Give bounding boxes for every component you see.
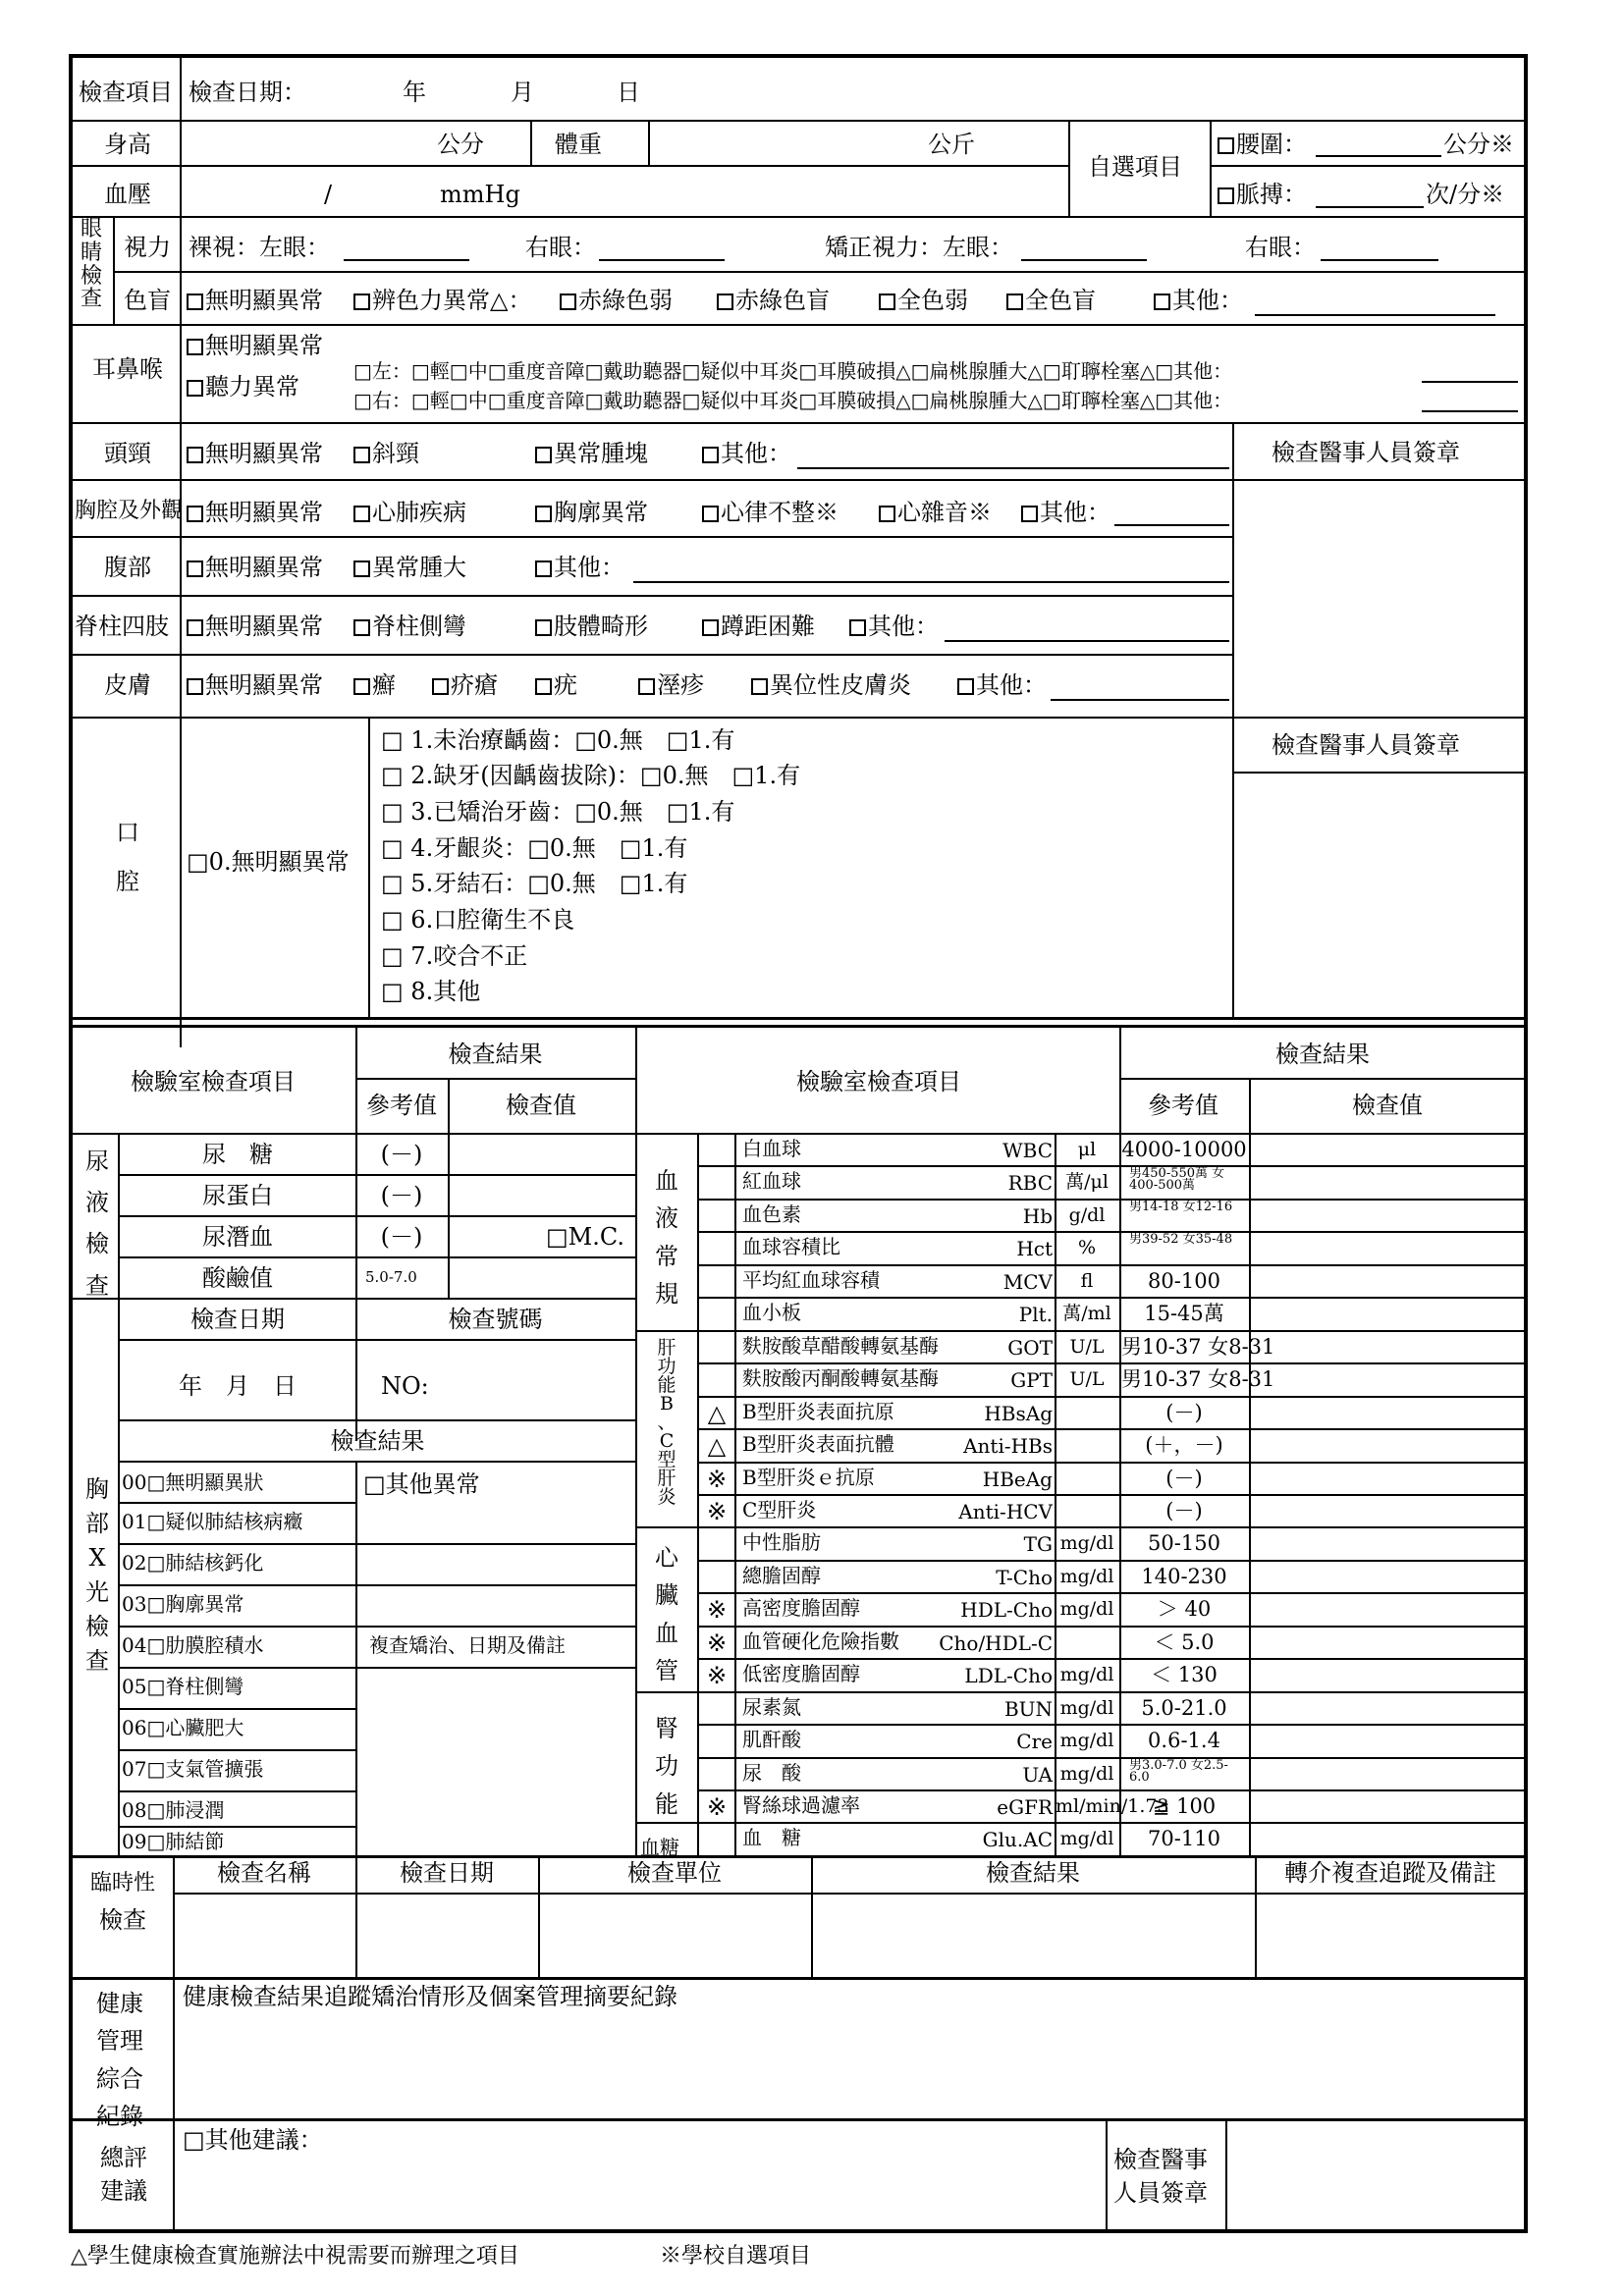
lab-code: Hb [1022,1204,1053,1228]
lab-ref: ＜ 5.0 [1154,1630,1215,1654]
xray-item[interactable]: 02□肺結核鈣化 [122,1551,264,1575]
lab-name: 平均紅血球容積 [742,1268,880,1292]
lab-ref: 80-100 [1148,1269,1220,1293]
urine-ref: (－) [380,1182,423,1209]
body-row-label: 脊柱四肢 [75,613,169,640]
color-opt-4[interactable]: 赤綠色盲 [717,289,830,312]
ent-right-row[interactable]: □右：□輕□中□重度音障□戴助聽器□疑似中耳炎□耳膜破損△□扁桃腺腫大△□耵聹栓塞△□其他： [353,389,1233,412]
lab-code: Hct [1016,1237,1053,1260]
lab-ref: ＜ 130 [1151,1663,1218,1686]
body-row-label: 皮膚 [104,671,151,699]
row-divider [697,1592,1526,1594]
lab-unit: mg/dl [1059,1566,1114,1587]
summary-sign-2: 人員簽章 [1113,2179,1208,2207]
summary-other[interactable]: □其他建議： [183,2126,323,2154]
body-opt[interactable]: 蹲距困難 [702,614,815,638]
lab-unit: g/dl [1068,1204,1106,1226]
lab-name: C型肝炎 [742,1498,817,1522]
lab-mark: △ [707,1400,727,1427]
lab-ref: 男3.0-7.0 女2.5-6.0 [1129,1758,1228,1786]
body-opt[interactable]: 異常腫大 [353,556,466,579]
row-divider [635,1526,1526,1528]
xray-item[interactable]: 06□心臟肥大 [122,1716,244,1739]
xray-date-value[interactable]: 年 月 日 [179,1372,297,1400]
row-divider [697,1428,1526,1430]
body-opt[interactable]: 無明顯異常 [187,556,323,579]
height-label: 身高 [104,131,151,158]
row-divider [697,1462,1526,1464]
lab-unit: μl [1077,1139,1097,1160]
weight-label: 體重 [555,131,602,158]
urine-mc[interactable]: □M.C. [546,1223,625,1251]
body-opt[interactable]: 異常腫塊 [535,442,648,465]
xray-item[interactable]: 04□肋膜腔積水 [122,1633,264,1657]
lab-code: HBeAg [982,1468,1053,1491]
bp-unit: mmHg [440,181,520,208]
oral-item[interactable]: □ 2.缺牙(因齲齒拔除)：□0.無 □1.有 [381,762,801,789]
xray-item[interactable]: 05□脊柱側彎 [122,1675,244,1698]
xray-item[interactable]: 03□胸廓異常 [122,1592,244,1616]
oral-none[interactable]: □0.無明顯異常 [187,848,350,876]
xray-group-label: 胸 部 X 光 檢 查 [85,1475,109,1676]
lab-name: 白血球 [742,1137,801,1160]
lab-left-title: 檢驗室檢查項目 [131,1068,296,1095]
lab-left-result: 檢查結果 [448,1041,543,1068]
temp-label-1: 臨時性 [89,1871,155,1896]
body-opt[interactable]: 癬 [353,673,396,697]
lab-code: HDL-Cho [960,1598,1053,1622]
body-opt[interactable]: 心肺疾病 [353,501,466,524]
lab-ref: (＋，－) [1145,1433,1223,1457]
summary-label-2: 建議 [100,2177,147,2205]
vision-label: 視力 [124,234,171,261]
lab-code: UA [1022,1763,1053,1787]
lab-mark: ※ [706,1662,728,1689]
date-year[interactable]: 年 [403,79,426,106]
urine-name: 尿 糖 [202,1141,273,1168]
lab-ref: 4000-10000 [1121,1138,1247,1161]
lab-name: 麩胺酸丙酮酸轉氨基酶 [742,1366,939,1390]
lab-mark: △ [707,1432,727,1460]
body-opt[interactable]: 疥瘡 [432,673,498,697]
lab-name: B型肝炎表面抗原 [742,1400,894,1423]
body-opt[interactable]: 無明顯異常 [187,614,323,638]
lab-name: 尿 酸 [742,1761,801,1785]
oral-item[interactable]: □ 4.牙齦炎：□0.無 □1.有 [381,834,688,862]
lab-code: Glu.AC [982,1828,1053,1851]
color-label: 色盲 [124,287,171,314]
mgmt-label: 健康 管理 綜合 紀錄 [96,1990,143,2131]
summary-label-1: 總評 [100,2144,147,2171]
color-opt-6[interactable]: 全色盲 [1006,289,1096,312]
ent-label: 耳鼻喉 [92,355,163,383]
date-day[interactable]: 日 [617,79,640,106]
urine-name: 尿蛋白 [202,1182,273,1209]
xray-item[interactable]: 00□無明顯異狀 [122,1470,264,1494]
lab-code: LDL-Cho [964,1664,1053,1687]
lab-name: 總膽固醇 [742,1564,821,1587]
body-opt[interactable]: 心律不整※ [702,501,839,524]
lab-group-label: 肝 功 能 B 、 C 型 肝 炎 [657,1337,677,1508]
lab-right-result: 檢查結果 [1275,1041,1370,1068]
row-divider [697,1231,1526,1233]
oral-item[interactable]: □ 1.未治療齲齒：□0.無 □1.有 [381,726,735,754]
lab-group-label: 腎 功 能 [655,1715,678,1818]
xray-recheck: 複查矯治、日期及備註 [369,1633,566,1657]
xray-no-label: 檢查號碼 [448,1306,543,1333]
sign-label-2: 檢查醫事人員簽章 [1272,731,1460,759]
date-month[interactable]: 月 [511,79,534,106]
weight-unit: 公斤 [928,131,975,158]
lab-code: WBC [1002,1139,1053,1162]
lab-unit: ml/min/1.73 [1056,1795,1169,1817]
lab-ref: 140-230 [1141,1565,1227,1588]
temp-col: 檢查日期 [400,1859,494,1887]
lab-mark: ※ [706,1498,728,1525]
lab-name: 尿素氮 [742,1695,801,1719]
lab-group-label: 心 臟 血 管 [655,1544,678,1685]
lab-name: 麩胺酸草醋酸轉氨基酶 [742,1334,939,1358]
lab-name: 肌酐酸 [742,1728,801,1751]
lab-ref: (－) [1165,1467,1203,1490]
lab-code: Cre [1016,1730,1053,1753]
row-divider [697,1560,1526,1562]
lab-code: GPT [1010,1368,1053,1392]
body-opt[interactable]: 胸廓異常 [535,501,648,524]
lab-name: 血色素 [742,1202,801,1226]
color-opt-7[interactable]: 其他： [1154,289,1243,312]
row-divider [697,1165,1526,1167]
optional-label: 自選項目 [1088,153,1182,181]
body-row-label: 胸腔及外觀 [75,499,184,523]
lab-group-label: 血糖 [640,1836,679,1859]
body-opt[interactable]: 肢體畸形 [535,614,648,638]
lab-name: 低密度膽固醇 [742,1662,860,1685]
height-unit: 公分 [437,131,484,158]
color-opt-3[interactable]: 赤綠色弱 [560,289,673,312]
bp-sep: / [324,181,333,208]
lab-ref: 15-45萬 [1144,1302,1224,1325]
lab-ref: 男39-52 女35-48 [1129,1232,1233,1247]
pulse-field[interactable]: 脈搏： [1218,183,1307,206]
lab-unit: mg/dl [1059,1697,1114,1719]
lab-unit: U/L [1069,1336,1105,1358]
xray-no-value[interactable]: NO: [381,1372,429,1400]
lab-right-ref: 參考值 [1148,1092,1218,1119]
sign-label-1: 檢查醫事人員簽章 [1272,439,1460,466]
lab-right-title: 檢驗室檢查項目 [796,1068,961,1095]
lab-unit: fl [1080,1270,1094,1292]
body-opt[interactable]: 異位性皮膚炎 [751,673,911,697]
lab-left-ref: 參考值 [366,1092,437,1119]
lab-unit: mg/dl [1059,1664,1114,1685]
lab-unit: U/L [1069,1368,1105,1390]
lab-unit: mg/dl [1059,1598,1114,1620]
lab-code: HBsAg [984,1402,1053,1425]
lab-ref: 男450-550萬 女400-500萬 [1129,1166,1225,1194]
oral-item[interactable]: □ 3.已矯治牙齒：□0.無 □1.有 [381,798,735,826]
xray-item[interactable]: 01□疑似肺結核病癥 [122,1510,303,1533]
row-divider [697,1494,1526,1496]
body-opt[interactable]: 心雜音※ [879,501,992,524]
lab-left-value: 檢查值 [506,1092,576,1119]
xray-date-label: 檢查日期 [190,1306,285,1333]
lab-ref: (－) [1165,1401,1203,1424]
waist-field[interactable]: 腰圍： [1218,133,1307,156]
oral-item[interactable]: □ 7.咬合不正 [381,942,528,970]
row-divider [697,1297,1526,1299]
lab-unit: mg/dl [1059,1763,1114,1785]
xray-item[interactable]: 09□肺結節 [122,1830,225,1853]
urine-ref: (－) [380,1223,423,1251]
lab-unit: 萬/ml [1062,1303,1111,1324]
lab-ref: ＞ 40 [1157,1597,1212,1621]
waist-unit: 公分※ [1443,131,1514,158]
lab-code: Plt. [1018,1303,1053,1326]
xray-result-label: 檢查結果 [330,1427,425,1455]
oral-label-1: 口 [116,819,139,846]
lab-mark: ※ [706,1629,728,1657]
lab-code: RBC [1007,1171,1053,1195]
body-opt[interactable]: 脊柱側彎 [353,614,466,638]
row-divider [697,1199,1526,1201]
lab-code: T-Cho [996,1566,1053,1589]
lab-name: B型肝炎表面抗體 [742,1432,894,1456]
vision-corrected: 矯正視力：左眼： [825,234,1013,261]
lab-ref: 5.0-21.0 [1141,1696,1227,1720]
temp-col: 轉介複查追蹤及備註 [1284,1859,1496,1887]
ent-normal[interactable]: 無明顯異常 [187,334,323,357]
row-divider [635,1330,1526,1332]
lab-name: 腎絲球過濾率 [742,1793,860,1817]
oral-item[interactable]: □ 8.其他 [381,978,481,1005]
urine-name: 尿潛血 [202,1223,273,1251]
item-label: 檢查項目 [79,79,173,106]
footer-left: △學生健康檢查實施辦法中視需要而辦理之項目 [71,2244,519,2269]
vision-corrected-right: 右眼： [1245,234,1316,261]
lab-name: 血小板 [742,1301,801,1324]
lab-code: TG [1023,1532,1053,1556]
row-divider [697,1264,1526,1266]
color-opt-5[interactable]: 全色弱 [879,289,968,312]
lab-name: 高密度膽固醇 [742,1596,860,1620]
body-opt[interactable]: 其他： [849,614,939,638]
lab-code: eGFR [997,1795,1053,1819]
row-divider [697,1757,1526,1759]
body-opt[interactable]: 疣 [535,673,577,697]
vision-right: 右眼： [525,234,596,261]
xray-other[interactable]: □其他異常 [363,1470,480,1498]
lab-ref: 70-110 [1148,1827,1220,1850]
xray-item[interactable]: 07□支氣管擴張 [122,1757,264,1781]
body-opt[interactable]: 其他： [535,556,624,579]
lab-group-label: 血 液 常 規 [655,1167,678,1308]
lab-code: GOT [1007,1336,1053,1360]
body-opt[interactable]: 其他： [957,673,1047,697]
lab-ref: 0.6-1.4 [1148,1729,1220,1752]
body-opt[interactable]: 斜頸 [353,442,419,465]
bp-label: 血壓 [104,181,151,208]
urine-ref: 5.0-7.0 [365,1268,417,1286]
body-opt[interactable]: 其他： [702,442,791,465]
row-divider [635,1822,1526,1824]
lab-unit: 萬/μl [1065,1171,1109,1193]
body-opt[interactable]: 溼疹 [638,673,704,697]
lab-name: 血管硬化危險指數 [742,1629,899,1653]
body-opt[interactable]: 無明顯異常 [187,442,323,465]
footer-right: ※學校自選項目 [660,2244,812,2269]
body-row-label: 頭頸 [104,440,151,467]
oral-item[interactable]: □ 6.口腔衛生不良 [381,906,575,934]
lab-name: B型肝炎ｅ抗原 [742,1466,875,1489]
summary-sign-1: 檢查醫事 [1113,2146,1208,2173]
lab-code: MCV [1002,1270,1053,1294]
color-opt-1[interactable]: 無明顯異常 [187,289,323,312]
oral-label-2: 腔 [116,868,139,895]
lab-ref: 男10-37 女8-31 [1121,1335,1275,1359]
lab-code: Anti-HBs [963,1434,1053,1458]
lab-mark: ※ [706,1466,728,1493]
lab-ref: 男10-37 女8-31 [1121,1367,1275,1391]
temp-col: 檢查單位 [627,1859,722,1887]
lab-name: 血 糖 [742,1826,801,1849]
ent-hearing[interactable]: 聽力異常 [187,375,299,399]
vision-left: 裸視：左眼： [189,234,330,261]
lab-ref: 男14-18 女12-16 [1129,1200,1233,1214]
body-opt[interactable]: 無明顯異常 [187,673,323,697]
row-divider [697,1724,1526,1726]
row-divider [697,1626,1526,1628]
temp-col: 檢查名稱 [217,1859,311,1887]
lab-code: Cho/HDL-C [939,1631,1053,1655]
lab-unit: mg/dl [1059,1828,1114,1849]
lab-mark: ※ [706,1596,728,1624]
lab-right-value: 檢查值 [1352,1092,1423,1119]
row-divider [635,1691,1526,1693]
urine-group-label: 尿 液 檢 查 [85,1148,109,1300]
row-divider [697,1789,1526,1791]
body-opt[interactable]: 無明顯異常 [187,501,323,524]
temp-label-2: 檢查 [99,1906,146,1934]
pulse-unit: 次/分※ [1426,181,1505,208]
urine-name: 酸鹼值 [202,1264,273,1292]
urine-ref: (－) [380,1141,423,1168]
lab-ref: (－) [1165,1499,1203,1522]
lab-ref: 50-150 [1148,1531,1220,1555]
body-row-label: 腹部 [104,554,151,581]
lab-code: BUN [1003,1697,1053,1721]
lab-ref: ≧ 100 [1152,1794,1217,1818]
lab-mark: ※ [706,1793,728,1821]
lab-name: 中性脂肪 [742,1530,821,1554]
eye-group-label: 眼 睛 檢 查 [80,217,102,312]
row-divider [697,1396,1526,1398]
lab-name: 血球容積比 [742,1235,840,1258]
row-divider [697,1362,1526,1364]
mgmt-text[interactable]: 健康檢查結果追蹤矯治情形及個案管理摘要紀錄 [183,1983,677,2010]
date-label: 檢查日期： [189,79,306,106]
lab-code: Anti-HCV [958,1500,1053,1523]
color-opt-2[interactable]: 辨色力異常△： [353,289,531,312]
body-opt[interactable]: 其他： [1021,501,1110,524]
xray-item[interactable]: 08□肺浸潤 [122,1798,225,1822]
temp-col: 檢查結果 [986,1859,1080,1887]
lab-name: 紅血球 [742,1169,801,1193]
lab-unit: mg/dl [1059,1532,1114,1554]
ent-left-row[interactable]: □左：□輕□中□重度音障□戴助聽器□疑似中耳炎□耳膜破損△□扁桃腺腫大△□耵聹栓塞△□其他： [353,359,1233,383]
lab-unit: mg/dl [1059,1730,1114,1751]
oral-item[interactable]: □ 5.牙結石：□0.無 □1.有 [381,870,688,897]
row-divider [697,1658,1526,1660]
lab-unit: % [1077,1237,1097,1258]
